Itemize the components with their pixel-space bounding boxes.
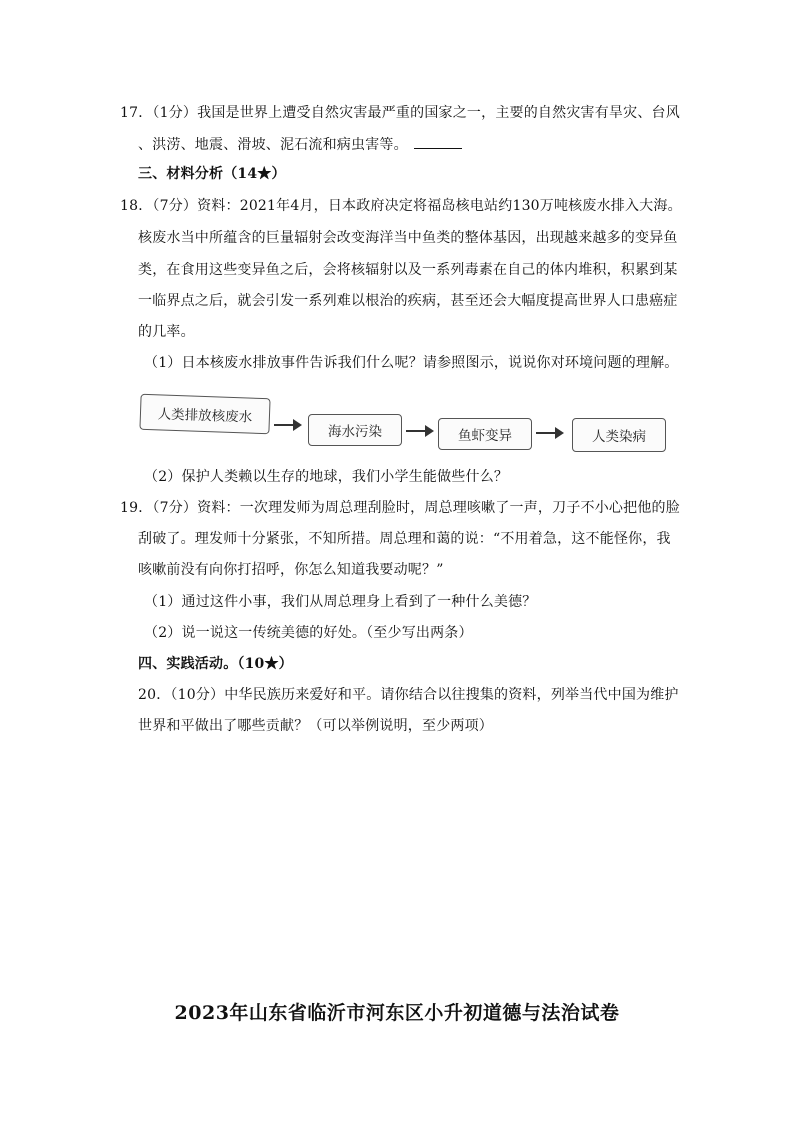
q18-sub2: （2）保护人类赖以生存的地球，我们小学生能做些什么？: [144, 469, 509, 485]
q18-sub1: （1）日本核废水排放事件告诉我们什么呢？请参照图示，说说你对环境问题的理解。: [144, 355, 679, 371]
q17-line1: 17．（1分）我国是世界上遭受自然灾害最严重的国家之一，主要的自然灾害有旱灾、台风: [120, 105, 680, 121]
flow-box-2: 海水污染: [308, 414, 402, 446]
next-exam-title: 2023年山东省临沂市河东区小升初道德与法治试卷: [174, 1002, 620, 1024]
q19-line3: 咳嗽前没有向你打招呼，你怎么知道我要动呢？”: [138, 562, 444, 578]
q19-sub1: （1）通过这件小事，我们从周总理身上看到了一种什么美德？: [144, 594, 537, 610]
flow-box-4: 人类染病: [572, 418, 666, 452]
section-4-heading: 四、实践活动。（10★）: [138, 656, 293, 672]
q18-line3: 类，在食用这些变异鱼之后，会将核辐射以及一系列毒素在自己的体内堆积，积累到某: [138, 262, 678, 278]
q17-line2: [138, 134, 462, 154]
q17-line2-text: 、洪涝、地震、滑坡、泥石流和病虫害等。: [138, 137, 408, 153]
q20-line1: 20．（10分）中华民族历来爱好和平。请你结合以往搜集的资料，列举当代中国为维护: [138, 687, 679, 703]
q18-line5: 的几率。: [138, 324, 195, 340]
q19-line1: 19．（7分）资料：一次理发师为周总理刮脸时，周总理咳嗽了一声，刀子不小心把他的脸: [120, 500, 680, 516]
q19-sub2: （2）说一说这一传统美德的好处。（至少写出两条）: [144, 625, 473, 641]
q20-line2: 世界和平做出了哪些贡献？（可以举例说明，至少两项）: [138, 718, 493, 734]
flow-arrow-2: [406, 430, 432, 432]
q18-line4: 一临界点之后，就会引发一系列难以根治的疾病，甚至还会大幅度提高世界人口患癌症: [138, 293, 678, 309]
q19-line2: 刮破了。理发师十分紧张，不知所措。周总理和蔼的说：“不用着急，这不能怪你，我: [138, 531, 671, 547]
flow-arrow-1: [274, 424, 300, 426]
q18-line2: 核废水当中所蕴含的巨量辐射会改变海洋当中鱼类的整体基因，出现越来越多的变异鱼: [138, 230, 678, 246]
section-3-heading: 三、材料分析（14★）: [138, 166, 286, 182]
flow-box-1: 人类排放核废水: [139, 394, 270, 435]
flow-arrow-3: [536, 432, 562, 434]
cause-effect-flowchart: [140, 386, 672, 458]
flow-box-3: 鱼虾变异: [438, 418, 532, 450]
q18-line1: 18．（7分）资料：2021年4月，日本政府决定将福岛核电站约130万吨核废水排入大海。: [120, 198, 682, 214]
answer-blank[interactable]: [414, 134, 462, 149]
